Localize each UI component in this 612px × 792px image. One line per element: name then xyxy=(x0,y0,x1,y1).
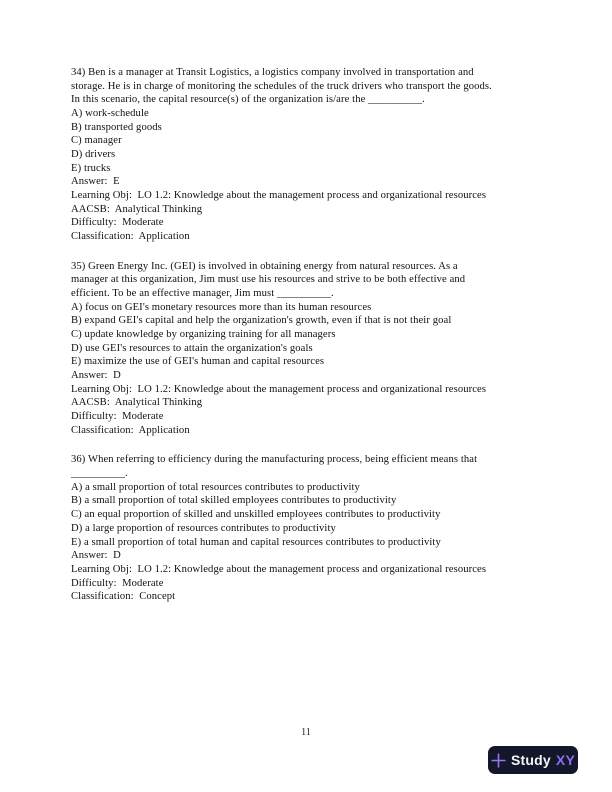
text-line: Answer: D xyxy=(71,550,121,562)
text-line: A) focus on GEI's monetary resources more than its human resources xyxy=(71,301,372,313)
question-block-34 xyxy=(71,66,547,244)
text-line: Answer: D xyxy=(71,370,121,382)
text-line: Learning Obj: LO 1.2: Knowledge about the management process and organizational resources xyxy=(71,190,487,202)
text-line: Answer: E xyxy=(71,176,120,188)
text-line: Classification: Application xyxy=(71,231,190,243)
text-line: Classification: Concept xyxy=(71,591,176,603)
text-line: C) manager xyxy=(71,135,122,147)
question-block-36 xyxy=(71,453,547,603)
text-line: AACSB: Analytical Thinking xyxy=(71,203,203,215)
question-list xyxy=(71,66,547,620)
text-line: B) transported goods xyxy=(71,121,162,133)
text-line: Difficulty: Moderate xyxy=(71,217,164,229)
text-line: 34) Ben is a manager at Transit Logistics, a logistics company involved in transportation and xyxy=(71,67,474,78)
text-line: Classification: Application xyxy=(71,424,190,436)
text-line: A) work-schedule xyxy=(71,108,149,120)
text-line: Learning Obj: LO 1.2: Knowledge about the management process and organizational resources xyxy=(71,563,487,575)
text-line: E) maximize the use of GEI's human and capital resources xyxy=(71,356,325,368)
text-line: D) use GEI's resources to attain the organization's goals xyxy=(71,342,313,354)
text-line: D) drivers xyxy=(71,149,116,161)
text-line: C) an equal proportion of skilled and unskilled employees contributes to productivity xyxy=(71,509,441,521)
text-line: manager at this organization, Jim must use his resources and strive to be both effective and xyxy=(71,274,466,286)
plus-icon xyxy=(491,753,506,768)
text-line: E) a small proportion of total human and capital resources contributes to productivity xyxy=(71,536,441,548)
studyxy-logo[interactable] xyxy=(488,746,578,774)
text-line: Difficulty: Moderate xyxy=(71,411,164,423)
text-line: AACSB: Analytical Thinking xyxy=(71,397,203,409)
text-line: 35) Green Energy Inc. (GEI) is involved in obtaining energy from natural resources. As a xyxy=(71,260,458,272)
text-line: B) expand GEI's capital and help the organization's growth, even if that is not their goal xyxy=(71,315,452,327)
text-line: In this scenario, the capital resource(s) of the organization is/are the __________. xyxy=(71,94,425,106)
logo-text-primary: Study xyxy=(511,752,551,768)
text-line: C) update knowledge by organizing training for all managers xyxy=(71,329,336,341)
text-line: E) trucks xyxy=(71,162,111,174)
logo-text-secondary: XY xyxy=(555,752,575,768)
text-line: A) a small proportion of total resources contributes to productivity xyxy=(71,481,360,493)
text-line: efficient. To be an effective manager, Jim must __________. xyxy=(71,288,334,300)
text-line: storage. He is in charge of monitoring the schedules of the truck drivers who transport the goods. xyxy=(71,80,492,92)
text-line: D) a large proportion of resources contributes to productivity xyxy=(71,522,336,534)
text-line: Learning Obj: LO 1.2: Knowledge about the management process and organizational resources xyxy=(71,383,487,395)
question-block-35 xyxy=(71,260,547,438)
text-line: 36) When referring to efficiency during the manufacturing process, being efficient means that xyxy=(71,454,478,466)
text-line: __________. xyxy=(71,468,128,480)
page-number: 11 xyxy=(301,727,311,738)
text-line: Difficulty: Moderate xyxy=(71,577,164,589)
text-line: B) a small proportion of total skilled employees contributes to productivity xyxy=(71,495,397,507)
